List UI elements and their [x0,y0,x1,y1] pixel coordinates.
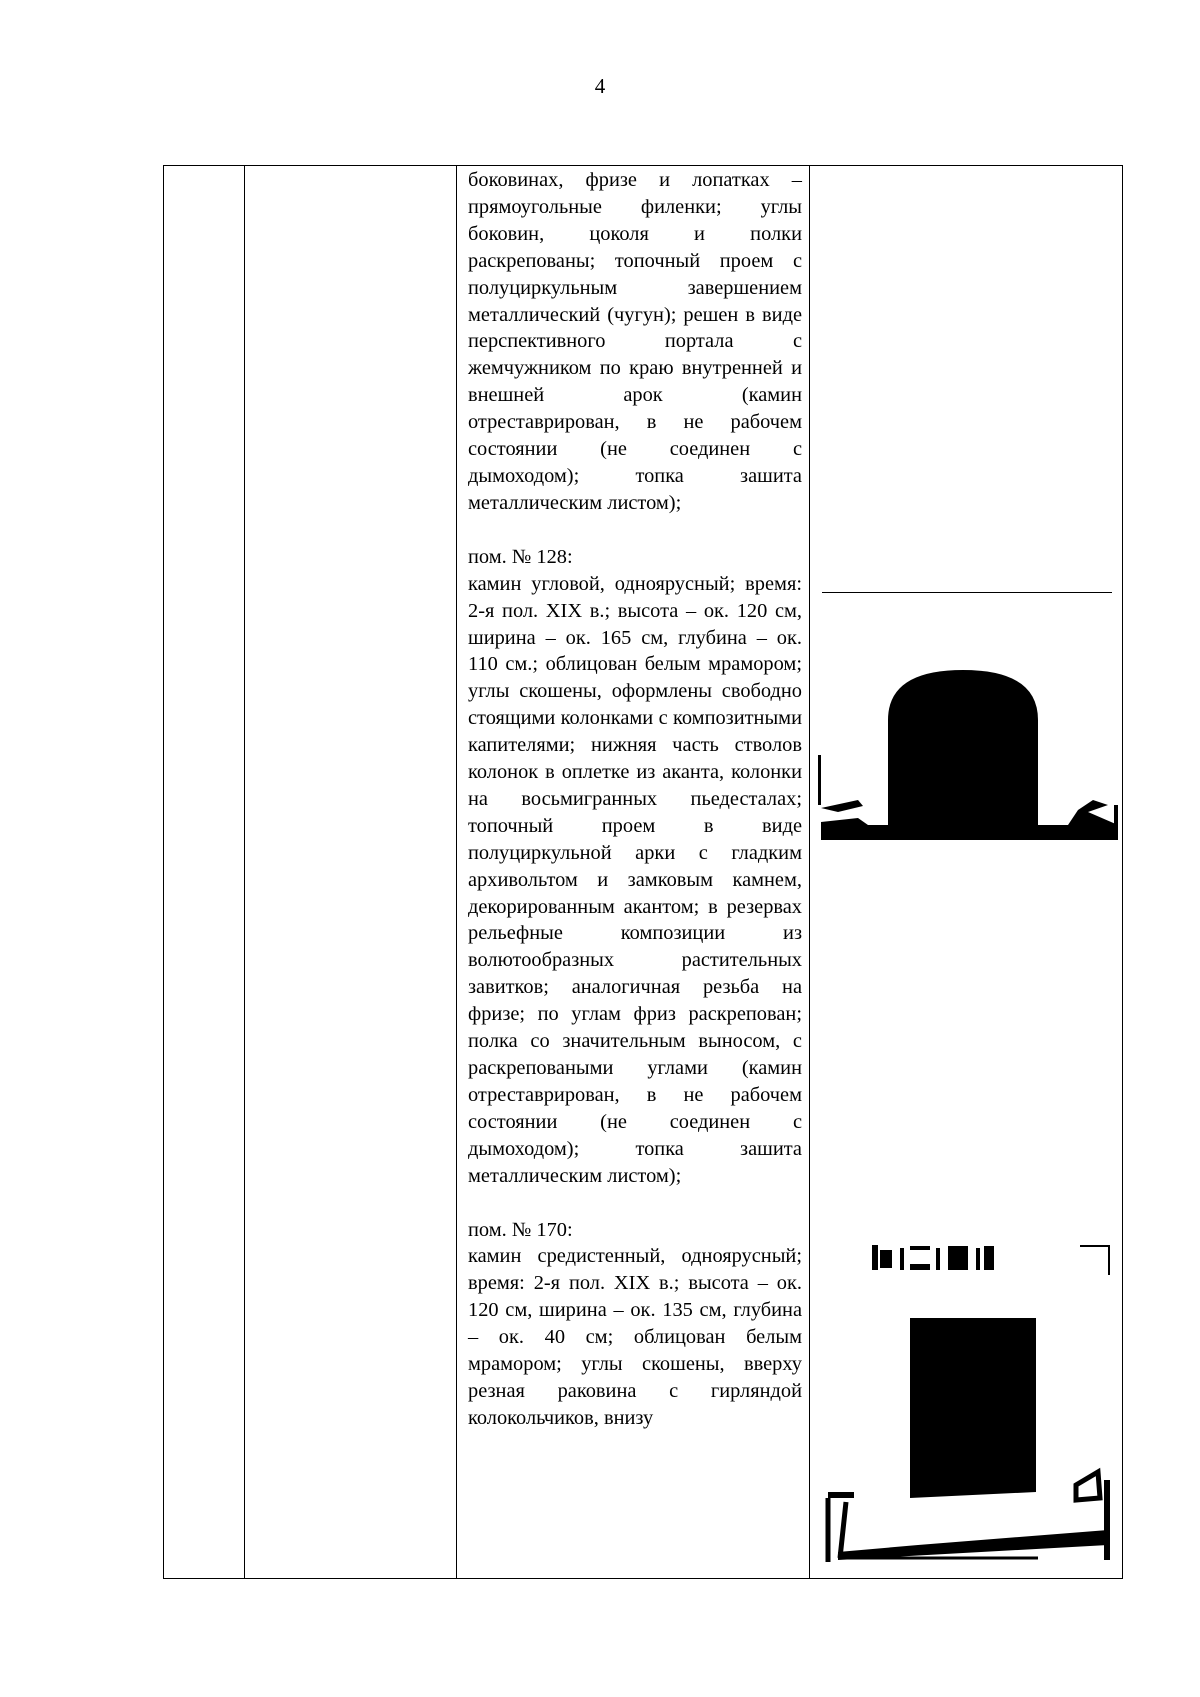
fireplace-170-photo [818,1240,1118,1580]
description-column [468,167,802,1432]
entry-text-room-128: камин угловой, одноярусный; время: 2-я пол. XIX в.; высота – ок. 120 см, ширина – ок. 165 см, глубина – ок. 110 см.; облицован белым мрамором; углы скошены, оформлены свободно стоящими колонками с композитными капителями; нижняя часть стволов колонок в оплетке из аканта, колонки на восьмигранных пьедесталах; топочный проем в виде полуциркульной арки с гладким архивольтом и замковым камнем, декорированным акантом; в резервах рельефные композиции из волютообразных растительных завитков; аналогичная резьба на фризе; по углам фриз раскрепован; полка со значительным выносом, с раскреповаными углами (камин отреставрирован, в не рабочем состоянии (не соединен с дымоходом); топка зашита металлическим листом); [468,572,802,1187]
photo-separator [822,592,1112,593]
column-divider [244,166,245,1578]
column-divider [456,166,457,1578]
entry-text-room-170: камин средистенный, одноярусный; время: 2-я пол. XIX в.; высота – ок. 120 см, ширина – ок. 135 см, глубина – ок. 40 см; облицован белым мрамором; углы скошены, вверху резная раковина с гирляндой колокольчиков, внизу [468,1245,802,1429]
room-170-label: пом. № 170: [468,1218,573,1241]
entry-text-continued: боковинах, фризе и лопатках – прямоугольные филенки; углы боковин, цоколя и полки раскрепованы; топочный проем с полуциркульным завершением металлический (чугун); решен в виде перспективного портала с жемчужником по краю внутренней и внешней арок (камин отреставрирован, в не рабочем состоянии (не соединен с дымоходом); топка зашита металлическим листом); [468,169,802,514]
fireplace-128-photo [818,660,1118,860]
room-128-label: пом. № 128: [468,545,573,568]
column-divider [809,166,810,1578]
page-number: 4 [594,74,606,98]
